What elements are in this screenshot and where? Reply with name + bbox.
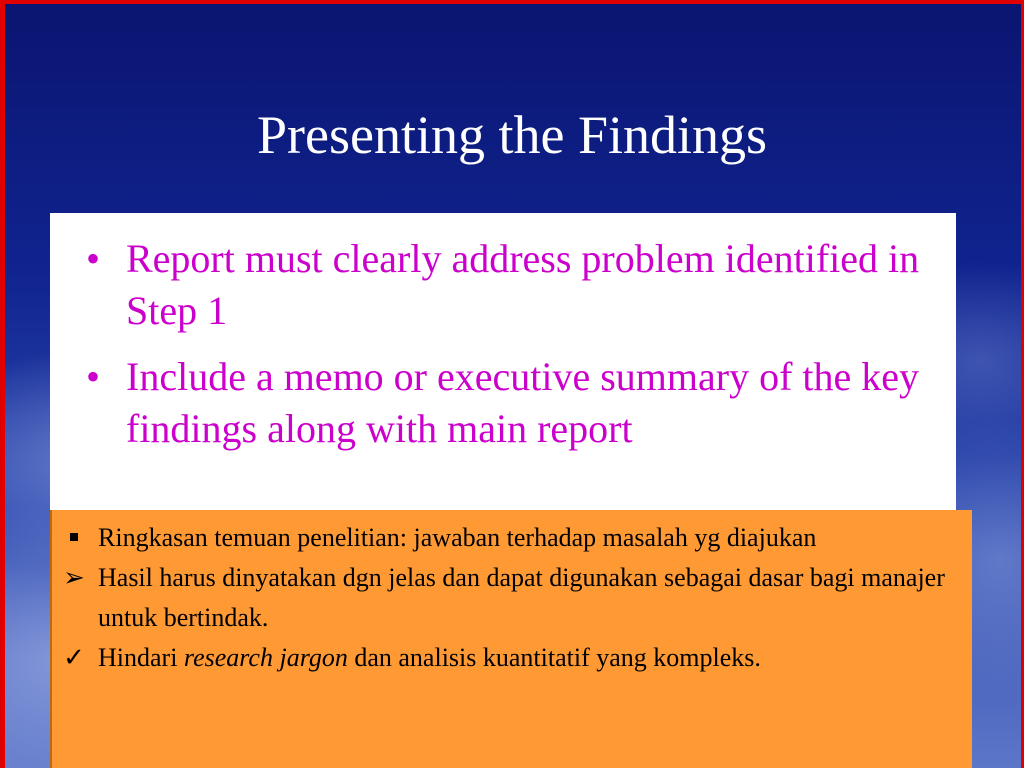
bullet-text: Hasil harus dinyatakan dgn jelas dan dapat digunakan sebagai dasar bagi manajer untuk bertindak.	[98, 563, 945, 632]
bullet-item	[52, 518, 952, 558]
bullet-dot-icon: •	[86, 354, 101, 399]
bullet-text-part: dan analisis kuantitatif yang kompleks.	[347, 643, 761, 672]
arrowhead-bullet-icon: ➢	[63, 563, 85, 592]
bullet-dot-icon: •	[86, 236, 101, 281]
bullet-text-emphasis: research jargon	[183, 643, 348, 672]
bullet-text-part: Hindari	[98, 643, 184, 672]
english-bullet-list	[50, 233, 956, 455]
bullet-item	[52, 558, 952, 638]
content-box-indonesian	[50, 510, 972, 768]
bullet-item	[50, 351, 926, 455]
slide-title: Presenting the Findings	[257, 105, 767, 165]
bullet-item	[50, 233, 926, 337]
bullet-text: Ringkasan temuan penelitian: jawaban terhadap masalah yg diajukan	[98, 523, 817, 552]
bullet-text: Include a memo or executive summary of the key findings along with main report	[126, 354, 920, 451]
indonesian-bullet-list	[52, 518, 972, 678]
red-frame-top	[0, 0, 1024, 4]
content-box-english	[50, 213, 956, 513]
checkmark-bullet-icon: ✓	[63, 643, 85, 672]
bullet-item	[52, 638, 952, 678]
bullet-text: Report must clearly address problem identified in Step 1	[126, 236, 920, 333]
